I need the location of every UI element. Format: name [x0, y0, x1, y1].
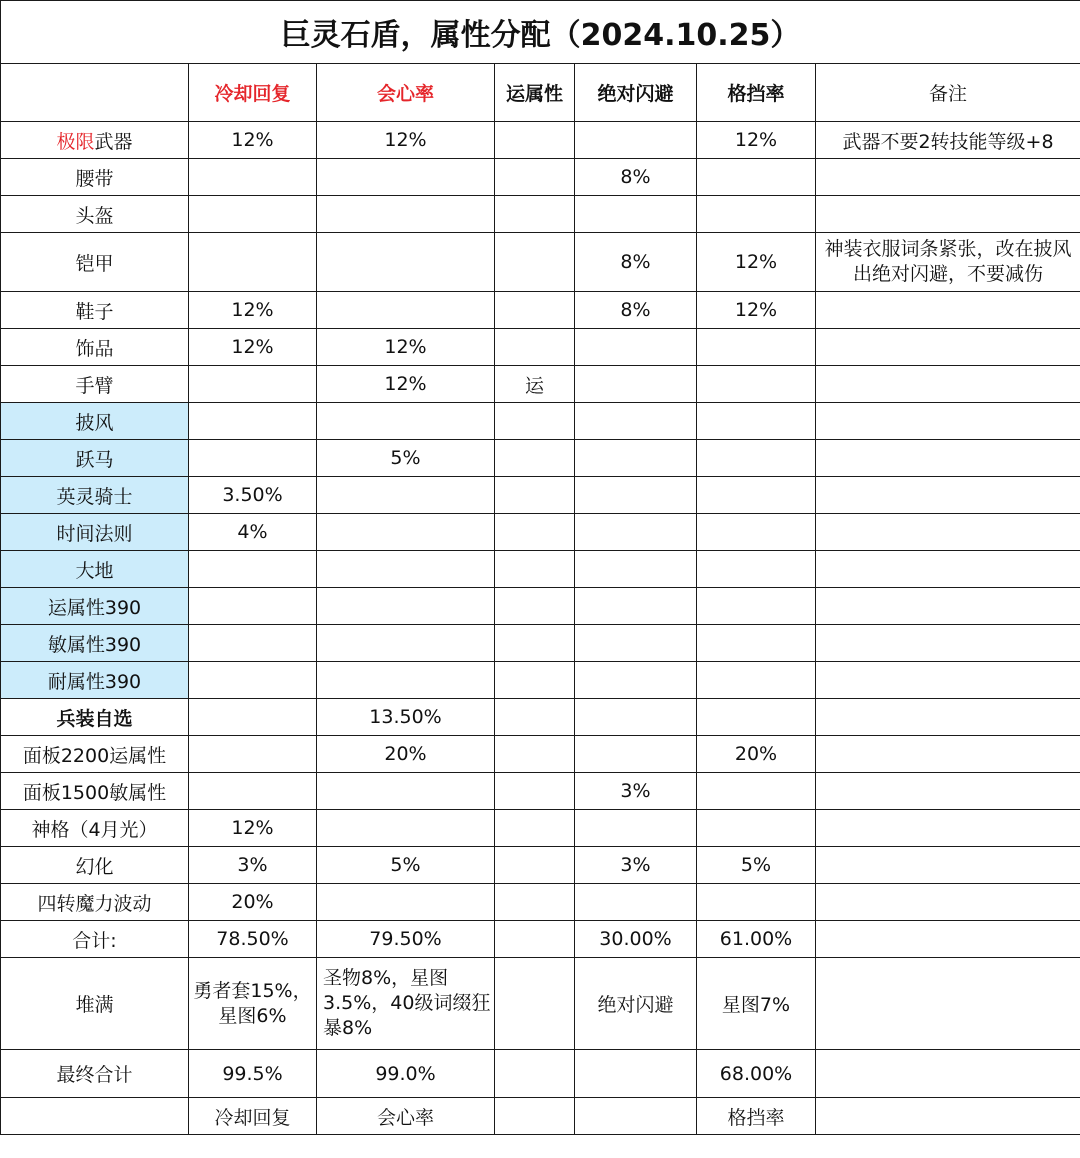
cell-block-rate: 星图7%: [697, 958, 816, 1050]
cell-crit-rate: 圣物8%，星图3.5%，40级词缀狂暴8%: [317, 958, 495, 1050]
cell-block-rate: 68.00%: [697, 1050, 816, 1098]
header-row: [1, 64, 1080, 122]
cell-notes: [816, 514, 1080, 551]
cell-block-rate: [697, 403, 816, 440]
cell-cooldown: [189, 625, 317, 662]
cell-crit-rate: 会心率: [317, 1098, 495, 1135]
cell-absolute-dodge: 8%: [575, 292, 697, 329]
cell-crit-rate: 5%: [317, 440, 495, 477]
table-row: [1, 625, 1080, 662]
cell-crit-rate: [317, 292, 495, 329]
cell-block-rate: 20%: [697, 736, 816, 773]
row-label: 神格（4月光）: [1, 810, 189, 847]
cell-block-rate: [697, 159, 816, 196]
cell-luck: [495, 921, 575, 958]
cell-luck: [495, 1050, 575, 1098]
cell-notes: [816, 1098, 1080, 1135]
cell-luck: [495, 625, 575, 662]
row-label: 面板2200运属性: [1, 736, 189, 773]
cell-luck: [495, 958, 575, 1050]
footer-row: [1, 1098, 1080, 1135]
row-label: 跃马: [1, 440, 189, 477]
cell-crit-rate: [317, 159, 495, 196]
cell-absolute-dodge: [575, 810, 697, 847]
cell-absolute-dodge: [575, 884, 697, 921]
cell-absolute-dodge: 3%: [575, 773, 697, 810]
cell-block-rate: 12%: [697, 233, 816, 292]
cell-absolute-dodge: [575, 196, 697, 233]
row-label: 敏属性390: [1, 625, 189, 662]
header-luck: 运属性: [495, 64, 575, 122]
cell-absolute-dodge: [575, 477, 697, 514]
cell-luck: [495, 292, 575, 329]
cell-luck: 运: [495, 366, 575, 403]
cell-crit-rate: [317, 625, 495, 662]
row-label-highlight: 极限: [56, 130, 95, 153]
cell-cooldown: 冷却回复: [189, 1098, 317, 1135]
header-block-rate: 格挡率: [697, 64, 816, 122]
cell-absolute-dodge: [575, 551, 697, 588]
cell-notes: [816, 477, 1080, 514]
cell-notes: [816, 662, 1080, 699]
cell-cooldown: [189, 196, 317, 233]
table-row: [1, 551, 1080, 588]
cell-crit-rate: [317, 810, 495, 847]
cell-luck: [495, 440, 575, 477]
cell-crit-rate: [317, 884, 495, 921]
row-label: 最终合计: [1, 1050, 189, 1098]
cell-luck: [495, 736, 575, 773]
row-label: 腰带: [1, 159, 189, 196]
cell-luck: [495, 122, 575, 159]
row-label: 饰品: [1, 329, 189, 366]
cell-cooldown: [189, 588, 317, 625]
cell-notes: [816, 773, 1080, 810]
cell-notes: [816, 440, 1080, 477]
cell-block-rate: [697, 477, 816, 514]
cell-cooldown: [189, 233, 317, 292]
table-row: [1, 588, 1080, 625]
table-row: [1, 699, 1080, 736]
cell-notes: [816, 699, 1080, 736]
cell-notes: [816, 403, 1080, 440]
cell-notes: [816, 551, 1080, 588]
cell-absolute-dodge: 8%: [575, 233, 697, 292]
row-label: [1, 1098, 189, 1135]
table-row: [1, 773, 1080, 810]
cell-notes: [816, 847, 1080, 884]
cell-notes: 神装衣服词条紧张，改在披风出绝对闪避，不要减伤: [816, 233, 1080, 292]
row-label: 英灵骑士: [1, 477, 189, 514]
cell-cooldown: 99.5%: [189, 1050, 317, 1098]
cell-absolute-dodge: [575, 588, 697, 625]
cell-block-rate: [697, 625, 816, 662]
cell-crit-rate: 5%: [317, 847, 495, 884]
table-row: [1, 366, 1080, 403]
cell-luck: [495, 233, 575, 292]
cell-crit-rate: 20%: [317, 736, 495, 773]
cell-block-rate: 12%: [697, 292, 816, 329]
table-row: [1, 884, 1080, 921]
cell-luck: [495, 662, 575, 699]
cell-cooldown: 4%: [189, 514, 317, 551]
cell-absolute-dodge: [575, 403, 697, 440]
cell-absolute-dodge: [575, 366, 697, 403]
cell-crit-rate: [317, 233, 495, 292]
cell-cooldown: 12%: [189, 122, 317, 159]
row-label: 合计:: [1, 921, 189, 958]
cell-luck: [495, 551, 575, 588]
cell-absolute-dodge: [575, 122, 697, 159]
cell-notes: [816, 196, 1080, 233]
cell-cooldown: [189, 403, 317, 440]
table-row: [1, 847, 1080, 884]
cell-block-rate: [697, 551, 816, 588]
cell-notes: [816, 921, 1080, 958]
stack-row: [1, 958, 1080, 1050]
cell-absolute-dodge: [575, 699, 697, 736]
cell-cooldown: 3.50%: [189, 477, 317, 514]
row-label: 运属性390: [1, 588, 189, 625]
table-row: [1, 662, 1080, 699]
cell-notes: [816, 366, 1080, 403]
cell-block-rate: [697, 699, 816, 736]
cell-absolute-dodge: 30.00%: [575, 921, 697, 958]
cell-luck: [495, 588, 575, 625]
cell-notes: [816, 625, 1080, 662]
row-label: 堆满: [1, 958, 189, 1050]
header-crit-rate: 会心率: [317, 64, 495, 122]
table-row: [1, 329, 1080, 366]
cell-luck: [495, 773, 575, 810]
cell-cooldown: 3%: [189, 847, 317, 884]
row-label: 面板1500敏属性: [1, 773, 189, 810]
table-row: [1, 233, 1080, 292]
cell-absolute-dodge: 绝对闪避: [575, 958, 697, 1050]
table-row: [1, 477, 1080, 514]
cell-absolute-dodge: [575, 736, 697, 773]
final-total-row: [1, 1050, 1080, 1098]
row-label: 鞋子: [1, 292, 189, 329]
cell-block-rate: 61.00%: [697, 921, 816, 958]
cell-block-rate: [697, 329, 816, 366]
cell-crit-rate: [317, 551, 495, 588]
table-row: [1, 810, 1080, 847]
cell-absolute-dodge: [575, 329, 697, 366]
table-row: [1, 196, 1080, 233]
cell-crit-rate: 12%: [317, 122, 495, 159]
cell-crit-rate: 12%: [317, 329, 495, 366]
cell-cooldown: [189, 440, 317, 477]
cell-cooldown: 20%: [189, 884, 317, 921]
cell-absolute-dodge: 3%: [575, 847, 697, 884]
row-label: [1, 122, 189, 159]
cell-luck: [495, 699, 575, 736]
cell-crit-rate: [317, 514, 495, 551]
cell-luck: [495, 477, 575, 514]
cell-absolute-dodge: [575, 440, 697, 477]
row-label: 大地: [1, 551, 189, 588]
cell-absolute-dodge: [575, 662, 697, 699]
cell-block-rate: [697, 514, 816, 551]
cell-notes: [816, 736, 1080, 773]
row-label: 耐属性390: [1, 662, 189, 699]
cell-crit-rate: [317, 477, 495, 514]
cell-luck: [495, 329, 575, 366]
cell-block-rate: [697, 884, 816, 921]
cell-cooldown: 勇者套15%，星图6%: [189, 958, 317, 1050]
cell-cooldown: 12%: [189, 810, 317, 847]
cell-notes: [816, 1050, 1080, 1098]
cell-crit-rate: 79.50%: [317, 921, 495, 958]
cell-luck: [495, 196, 575, 233]
header-notes: 备注: [816, 64, 1080, 122]
cell-block-rate: [697, 810, 816, 847]
cell-crit-rate: 99.0%: [317, 1050, 495, 1098]
cell-crit-rate: 12%: [317, 366, 495, 403]
cell-luck: [495, 403, 575, 440]
table-row: [1, 292, 1080, 329]
cell-cooldown: [189, 699, 317, 736]
cell-block-rate: 12%: [697, 122, 816, 159]
table-row: [1, 440, 1080, 477]
row-label: 幻化: [1, 847, 189, 884]
row-label: 兵装自选: [1, 699, 189, 736]
cell-absolute-dodge: 8%: [575, 159, 697, 196]
row-label-text: 武器: [94, 130, 133, 153]
subtotal-row: [1, 921, 1080, 958]
row-label: 手臂: [1, 366, 189, 403]
cell-cooldown: [189, 551, 317, 588]
cell-block-rate: [697, 440, 816, 477]
row-label: 头盔: [1, 196, 189, 233]
cell-luck: [495, 810, 575, 847]
table-row: [1, 403, 1080, 440]
cell-absolute-dodge: [575, 514, 697, 551]
table-row: [1, 159, 1080, 196]
cell-notes: [816, 884, 1080, 921]
cell-cooldown: [189, 366, 317, 403]
cell-cooldown: 78.50%: [189, 921, 317, 958]
header-cooldown: 冷却回复: [189, 64, 317, 122]
cell-cooldown: [189, 662, 317, 699]
cell-crit-rate: [317, 588, 495, 625]
cell-luck: [495, 514, 575, 551]
table-row: [1, 514, 1080, 551]
row-label: 铠甲: [1, 233, 189, 292]
cell-luck: [495, 1098, 575, 1135]
cell-notes: 武器不要2转技能等级+8: [816, 122, 1080, 159]
cell-block-rate: [697, 196, 816, 233]
cell-block-rate: [697, 662, 816, 699]
cell-cooldown: 12%: [189, 292, 317, 329]
cell-crit-rate: [317, 662, 495, 699]
cell-absolute-dodge: [575, 1050, 697, 1098]
cell-crit-rate: 13.50%: [317, 699, 495, 736]
table-row: [1, 122, 1080, 159]
cell-crit-rate: [317, 196, 495, 233]
cell-notes: [816, 329, 1080, 366]
cell-cooldown: [189, 159, 317, 196]
cell-notes: [816, 810, 1080, 847]
cell-block-rate: [697, 366, 816, 403]
cell-cooldown: [189, 736, 317, 773]
cell-cooldown: 12%: [189, 329, 317, 366]
row-label: 披风: [1, 403, 189, 440]
cell-notes: [816, 292, 1080, 329]
table-row: [1, 736, 1080, 773]
cell-crit-rate: [317, 773, 495, 810]
cell-absolute-dodge: [575, 625, 697, 662]
cell-notes: [816, 958, 1080, 1050]
cell-crit-rate: [317, 403, 495, 440]
cell-notes: [816, 159, 1080, 196]
header-corner: [1, 64, 189, 122]
table-title: 巨灵石盾，属性分配（2024.10.25）: [1, 1, 1080, 64]
cell-luck: [495, 159, 575, 196]
header-absolute-dodge: 绝对闪避: [575, 64, 697, 122]
cell-luck: [495, 847, 575, 884]
cell-block-rate: [697, 773, 816, 810]
cell-luck: [495, 884, 575, 921]
cell-block-rate: 格挡率: [697, 1098, 816, 1135]
cell-cooldown: [189, 773, 317, 810]
cell-notes: [816, 588, 1080, 625]
cell-absolute-dodge: [575, 1098, 697, 1135]
cell-block-rate: [697, 588, 816, 625]
row-label: 四转魔力波动: [1, 884, 189, 921]
row-label: 时间法则: [1, 514, 189, 551]
cell-block-rate: 5%: [697, 847, 816, 884]
